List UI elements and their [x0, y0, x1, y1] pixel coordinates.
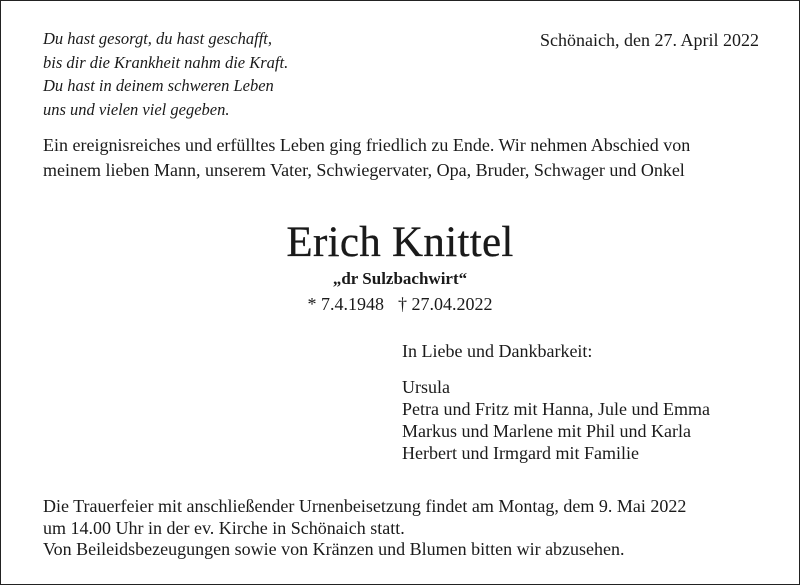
poem-line: Du hast gesorgt, du hast geschafft, — [43, 29, 273, 48]
poem-line: Du hast in deinem schweren Leben — [43, 76, 274, 95]
birth-date: * 7.4.1948 — [307, 294, 384, 314]
closing-line: um 14.00 Uhr in der ev. Kirche in Schönaich statt. — [43, 517, 405, 538]
deceased-nickname: „dr Sulzbachwirt“ — [332, 269, 468, 288]
memorial-poem — [43, 27, 288, 121]
intro-line: meinem lieben Mann, unserem Vater, Schwiegervater, Opa, Bruder, Schwager und Onkel — [43, 160, 685, 180]
death-date: † 27.04.2022 — [398, 294, 493, 314]
closing-line: Die Trauerfeier mit anschließender Urnenbeisetzung findet am Montag, dem 9. Mai 2022 — [43, 496, 687, 516]
mourner-name: Herbert und Irmgard mit Familie — [402, 443, 639, 463]
mourners-lead: In Liebe und Dankbarkeit: — [402, 341, 593, 361]
intro-line: Ein ereignisreiches und erfülltes Leben ging friedlich zu Ende. Wir nehmen Abschied von — [43, 135, 691, 155]
poem-line: uns und vielen viel gegeben. — [43, 99, 230, 119]
deceased-name: Erich Knittel — [286, 219, 514, 266]
closing-line: Von Beileidsbezeugungen sowie von Kränzen und Blumen bitten wir abzusehen. — [43, 539, 625, 559]
place-and-date: Schönaich, den 27. April 2022 — [540, 30, 759, 50]
mourner-name: Markus und Marlene mit Phil und Karla — [402, 421, 691, 441]
mourner-name: Petra und Fritz mit Hanna, Jule und Emma — [402, 399, 710, 419]
poem-line: bis dir die Krankheit nahm die Kraft. — [43, 52, 289, 72]
life-dates — [0, 292, 800, 316]
intro-text — [43, 133, 690, 183]
mourners-block — [402, 340, 710, 464]
funeral-notice — [43, 496, 686, 561]
mourner-name: Ursula — [402, 377, 450, 397]
